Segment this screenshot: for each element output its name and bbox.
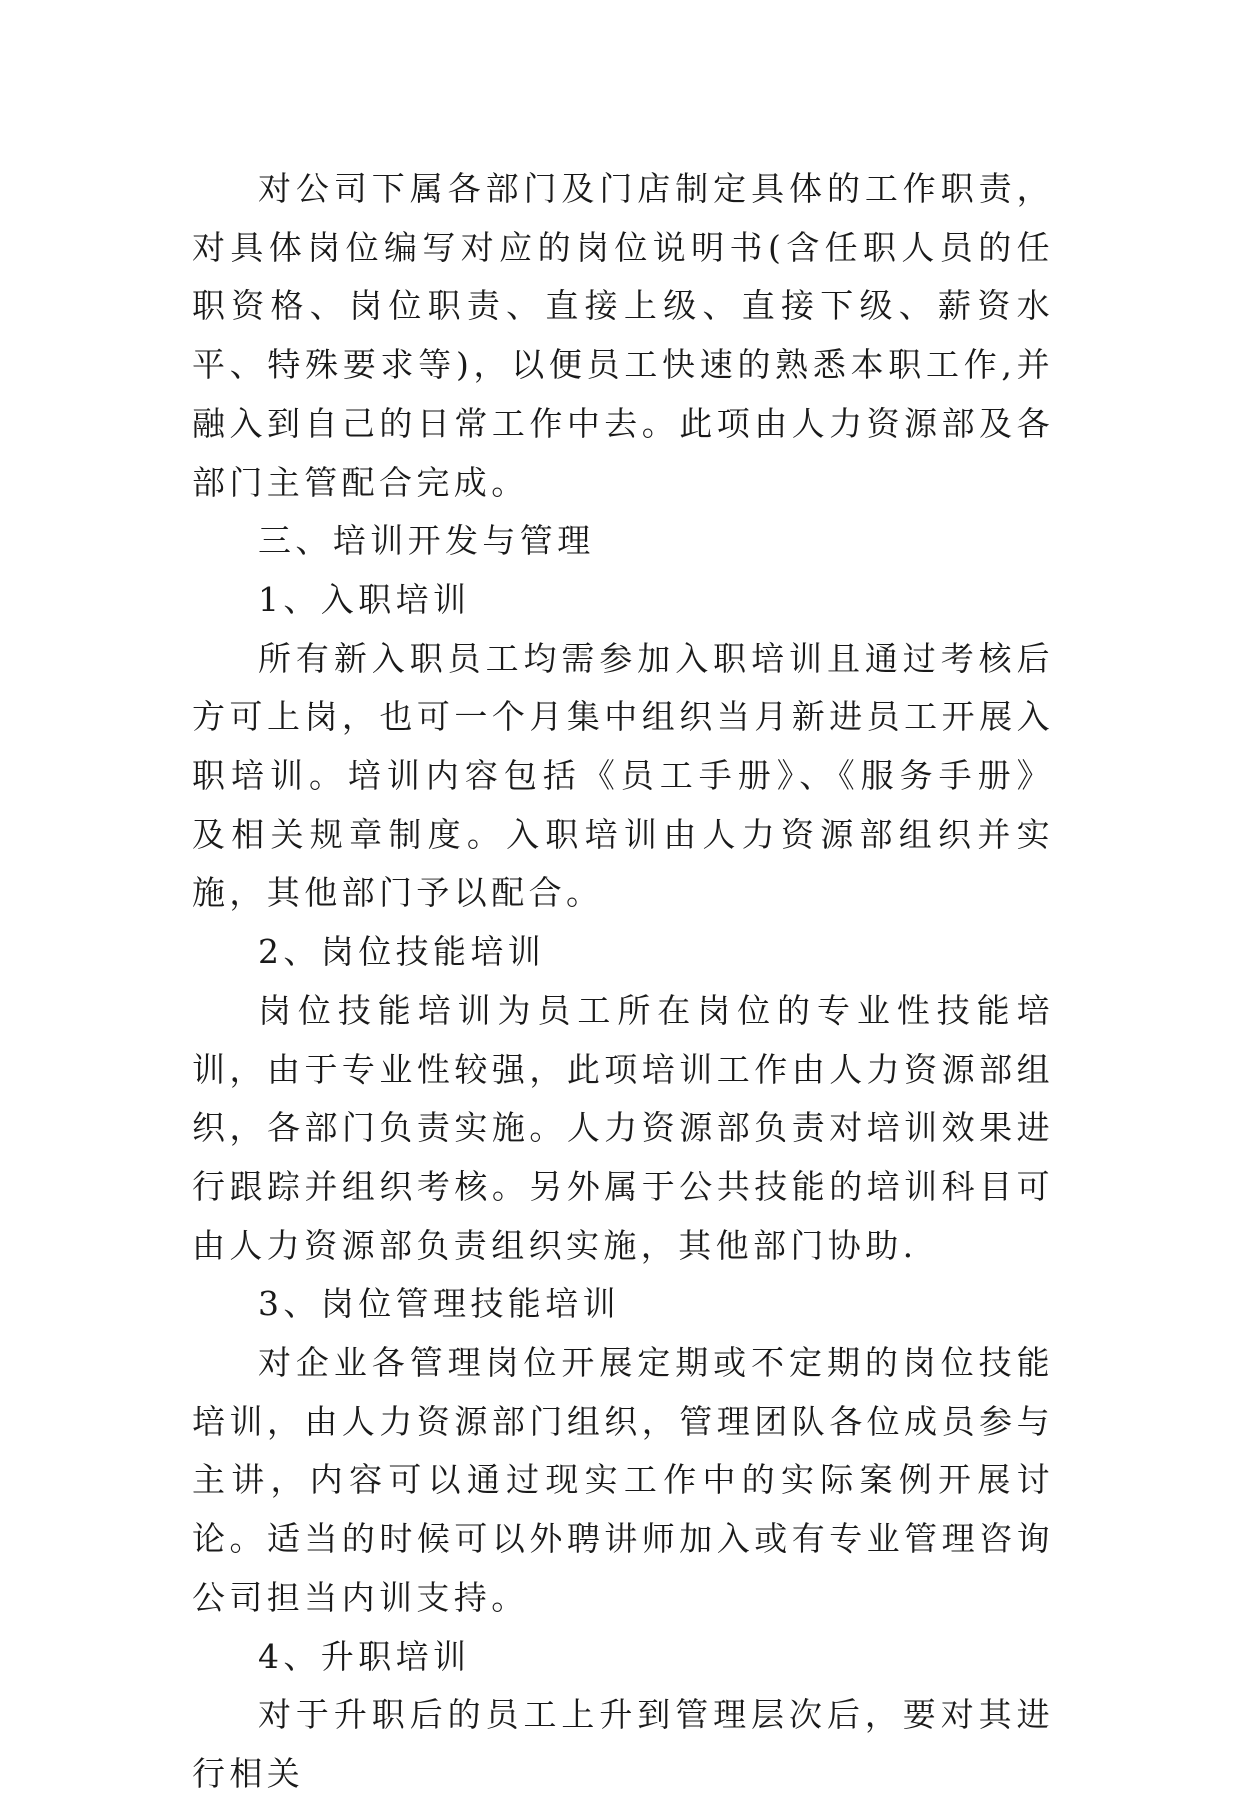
section-heading-training: 三、培训开发与管理 bbox=[258, 521, 595, 561]
paragraph-management-skills: 对企业各管理岗位开展定期或不定期的岗位技能培训，由人力资源部门组织，管理团队各位成员参与主讲，内容可以通过现实工作中的实际案例开展讨论。适当的时候可以外聘讲师加入或有专业管理咨询公司担当内训支持。 bbox=[192, 1343, 1054, 1617]
paragraph-promotion: 对于升职后的员工上升到管理层次后，要对其进行相关 bbox=[192, 1695, 1054, 1793]
document-body bbox=[192, 160, 1054, 1804]
paragraph-job-duties: 对公司下属各部门及门店制定具体的工作职责，对具体岗位编写对应的岗位说明书(含任职人员的任职资格、岗位职责、直接上级、直接下级、薪资水平、特殊要求等)，以便员工快速的熟悉本职工作,并融入到自己的日常工作中去。此项由人力资源部及各部门主管配合完成。 bbox=[192, 169, 1054, 502]
paragraph-job-skills: 岗位技能培训为员工所在岗位的专业性技能培训，由于专业性较强，此项培训工作由人力资源部组织，各部门负责实施。人力资源部负责对培训效果进行跟踪并组织考核。另外属于公共技能的培训科目可由人力资源部负责组织实施，其他部门协助. bbox=[192, 990, 1054, 1265]
subheading-promotion: 4、升职培训 bbox=[258, 1636, 471, 1676]
subheading-onboarding: 1、入职培训 bbox=[258, 579, 471, 619]
subheading-management-skills: 3、岗位管理技能培训 bbox=[258, 1284, 620, 1324]
subheading-job-skills: 2、岗位技能培训 bbox=[258, 932, 546, 972]
paragraph-onboarding: 所有新入职员工均需参加入职培训且通过考核后方可上岗，也可一个月集中组织当月新进员工开展入职培训。培训内容包括《员工手册》、《服务手册》及相关规章制度。入职培训由人力资源部组织并实施，其他部门予以配合。 bbox=[192, 638, 1054, 913]
